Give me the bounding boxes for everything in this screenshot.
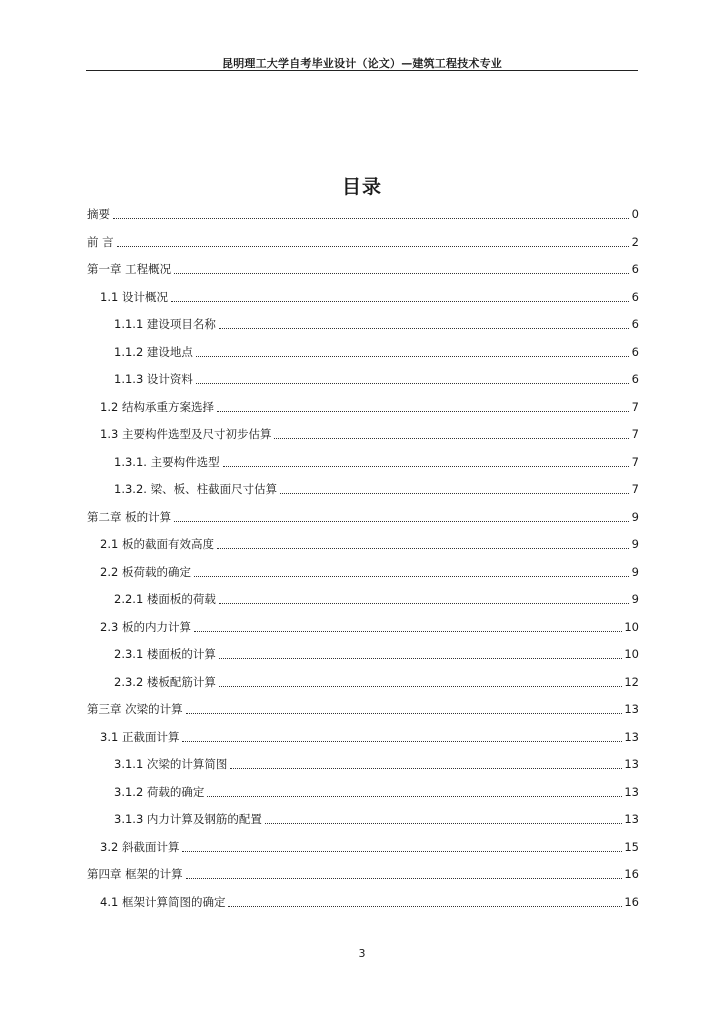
toc-entry-page: 7 xyxy=(631,427,639,441)
toc-entry-page: 7 xyxy=(631,454,639,469)
toc-entry[interactable] xyxy=(87,669,639,697)
toc-entry[interactable] xyxy=(87,311,639,339)
toc-entry-page: 9 xyxy=(631,509,639,524)
toc-entry-title: 1.1.1 建设项目名称 xyxy=(114,317,216,331)
toc-entry-title: 3.1.3 内力计算及钢筋的配置 xyxy=(114,812,262,826)
toc-entry-page: 6 xyxy=(631,317,639,331)
toc-entry-page: 16 xyxy=(624,867,639,881)
toc-entry-page: 13 xyxy=(624,757,639,771)
running-header: 昆明理工大学自考毕业设计（论文）—建筑工程技术专业 xyxy=(222,57,502,70)
toc-entry-page: 10 xyxy=(624,619,639,634)
toc-entry-title: 3.1 正截面计算 xyxy=(100,729,180,744)
toc-dot-leader xyxy=(219,328,629,329)
toc-dot-leader xyxy=(182,741,622,742)
toc-entry-page: 9 xyxy=(631,592,639,606)
toc-entry-page: 10 xyxy=(624,647,639,661)
toc-entry[interactable] xyxy=(87,339,639,367)
toc-entry[interactable] xyxy=(87,724,639,752)
toc-entry-title: 3.1.1 次梁的计算简图 xyxy=(114,757,228,771)
toc-entry-page: 6 xyxy=(631,289,639,304)
toc-dot-leader xyxy=(230,768,622,769)
toc-entry[interactable] xyxy=(87,751,639,779)
toc-entry-page: 15 xyxy=(624,839,639,854)
toc-entry[interactable] xyxy=(87,284,639,312)
toc-entry-page: 7 xyxy=(631,482,639,496)
toc-entry-title: 第一章 工程概况 xyxy=(87,262,172,276)
toc-entry-title: 1.1.3 设计资料 xyxy=(114,372,193,386)
toc-entry-page: 2 xyxy=(631,234,639,249)
toc-dot-leader xyxy=(196,356,629,357)
toc-entry-page: 12 xyxy=(624,674,639,689)
toc-entry-title: 2.2 板荷载的确定 xyxy=(100,564,191,579)
toc-dot-leader xyxy=(186,878,623,879)
toc-entry-page: 13 xyxy=(624,812,639,826)
toc-dot-leader xyxy=(219,686,622,687)
toc-dot-leader xyxy=(219,603,629,604)
toc-entry[interactable] xyxy=(87,504,639,532)
toc-entry-title: 1.3.2. 梁、板、柱截面尺寸估算 xyxy=(114,482,278,496)
toc-entry-title: 第四章 框架的计算 xyxy=(87,867,183,881)
toc-entry[interactable] xyxy=(87,421,639,449)
toc-dot-leader xyxy=(194,576,629,577)
toc-entry[interactable] xyxy=(87,256,639,284)
toc-entry-title: 第三章 次梁的计算 xyxy=(87,702,183,716)
toc-heading: 目录 xyxy=(341,176,382,198)
toc-dot-leader xyxy=(228,906,622,907)
toc-entry[interactable] xyxy=(87,806,639,834)
toc-entry-title: 2.2.1 楼面板的荷载 xyxy=(114,592,216,606)
toc-entry-page: 7 xyxy=(631,399,639,414)
toc-entry-title: 1.3 主要构件选型及尺寸初步估算 xyxy=(100,427,272,441)
toc-entry-title: 2.3.2 楼板配筋计算 xyxy=(114,674,216,689)
toc-dot-leader xyxy=(186,713,623,714)
toc-entry[interactable] xyxy=(87,201,639,229)
toc-entry[interactable] xyxy=(87,394,639,422)
toc-entry-title: 3.1.2 荷载的确定 xyxy=(114,784,205,799)
toc-dot-leader xyxy=(265,823,622,824)
toc-entry-page: 6 xyxy=(631,344,639,359)
toc-entry[interactable] xyxy=(87,586,639,614)
toc-dot-leader xyxy=(194,631,622,632)
toc-dot-leader xyxy=(196,383,629,384)
toc-entry[interactable] xyxy=(87,614,639,642)
toc-dot-leader xyxy=(217,548,629,549)
header-divider xyxy=(86,70,638,71)
toc-entry-title: 2.3 板的内力计算 xyxy=(100,619,191,634)
toc-entry-title: 2.1 板的截面有效高度 xyxy=(100,537,214,551)
toc-entry[interactable] xyxy=(87,861,639,889)
toc-entry[interactable] xyxy=(87,531,639,559)
toc-entry-title: 1.3.1. 主要构件选型 xyxy=(114,454,220,469)
toc-dot-leader xyxy=(274,438,629,439)
toc-dot-leader xyxy=(171,301,629,302)
toc-entry-title: 1.2 结构承重方案选择 xyxy=(100,399,214,414)
toc-entry-title: 4.1 框架计算简图的确定 xyxy=(100,894,226,909)
toc-dot-leader xyxy=(223,466,629,467)
toc-entry-page: 9 xyxy=(631,537,639,551)
toc-entry-page: 16 xyxy=(624,894,639,909)
toc-dot-leader xyxy=(113,218,629,219)
toc-entry[interactable] xyxy=(87,779,639,807)
toc-dot-leader xyxy=(117,246,629,247)
toc-entry[interactable] xyxy=(87,696,639,724)
toc-entry[interactable] xyxy=(87,834,639,862)
toc-dot-leader xyxy=(174,273,629,274)
toc-entry-title: 1.1 设计概况 xyxy=(100,289,168,304)
toc-entry-page: 13 xyxy=(624,784,639,799)
toc-dot-leader xyxy=(207,796,622,797)
toc-entry[interactable] xyxy=(87,559,639,587)
page-number: 3 xyxy=(358,947,366,960)
toc-entry[interactable] xyxy=(87,476,639,504)
toc-entry-title: 3.2 斜截面计算 xyxy=(100,839,180,854)
toc-entry-title: 前 言 xyxy=(87,234,114,249)
toc-dot-leader xyxy=(219,658,622,659)
toc-dot-leader xyxy=(280,493,629,494)
toc-entry[interactable] xyxy=(87,449,639,477)
toc-entry[interactable] xyxy=(87,229,639,257)
toc-dot-leader xyxy=(174,521,629,522)
toc-entry-title: 第二章 板的计算 xyxy=(87,509,172,524)
table-of-contents xyxy=(87,201,639,916)
toc-entry-title: 摘要 xyxy=(87,207,110,221)
toc-entry-title: 1.1.2 建设地点 xyxy=(114,344,193,359)
toc-entry-page: 0 xyxy=(631,207,639,221)
toc-entry-page: 13 xyxy=(624,702,639,716)
toc-entry-page: 6 xyxy=(631,262,639,276)
toc-entry-title: 2.3.1 楼面板的计算 xyxy=(114,647,216,661)
toc-entry-page: 13 xyxy=(624,729,639,744)
toc-entry[interactable] xyxy=(87,889,639,917)
toc-entry[interactable] xyxy=(87,641,639,669)
toc-dot-leader xyxy=(182,851,622,852)
toc-entry[interactable] xyxy=(87,366,639,394)
toc-entry-page: 6 xyxy=(631,372,639,386)
toc-entry-page: 9 xyxy=(631,564,639,579)
toc-dot-leader xyxy=(217,411,629,412)
